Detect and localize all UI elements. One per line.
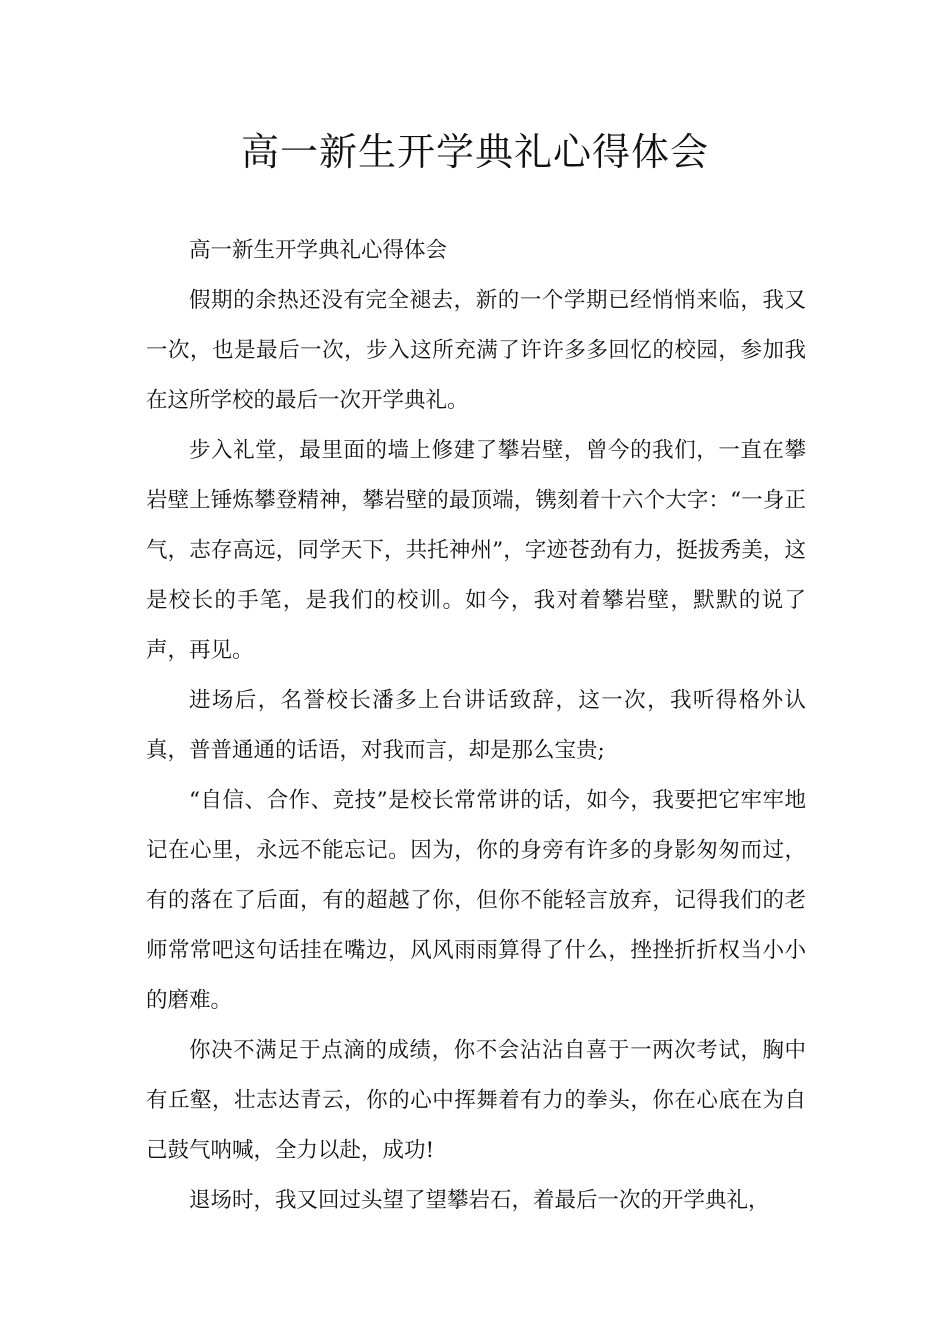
document-title: 高一新生开学典礼心得体会 [240, 130, 709, 174]
paragraph: 假期的余热还没有完全褪去，新的一个学期已经悄悄来临，我又一次，也是最后一次，步入这所充满了许许多多回忆的校园，参加我在这所学校的最后一次开学典礼。 [146, 288, 806, 413]
document-body [146, 226, 806, 1226]
paragraph-subtitle: 高一新生开学典礼心得体会 [189, 238, 448, 263]
paragraph: 你决不满足于点滴的成绩，你不会沾沾自喜于一两次考试，胸中有丘壑，壮志达青云，你的心中挥舞着有力的拳头，你在心底在为自己鼓气呐喊，全力以赴，成功! [146, 1038, 806, 1163]
paragraph: “自信、合作、竞技”是校长常常讲的话，如今，我要把它牢牢地记在心里，永远不能忘记。因为，你的身旁有许多的身影匆匆而过，有的落在了后面，有的超越了你，但你不能轻言放弃，记得我们的老师常常吧这句话挂在嘴边，风风雨雨算得了什么，挫挫折折权当小小的磨难。 [146, 788, 806, 1013]
paragraph: 步入礼堂，最里面的墙上修建了攀岩壁，曾今的我们，一直在攀岩壁上锤炼攀登精神，攀岩壁的最顶端，镌刻着十六个大字：“一身正气，志存高远，同学天下，共托神州”，字迹苍劲有力，挺拔秀美，这是校长的手笔，是我们的校训。如今，我对着攀岩壁，默默的说了声，再见。 [146, 438, 806, 663]
paragraph: 退场时，我又回过头望了望攀岩石，着最后一次的开学典礼， [189, 1188, 770, 1213]
paragraph: 进场后，名誉校长潘多上台讲话致辞，这一次，我听得格外认真，普普通通的话语，对我而言，却是那么宝贵; [146, 688, 806, 763]
